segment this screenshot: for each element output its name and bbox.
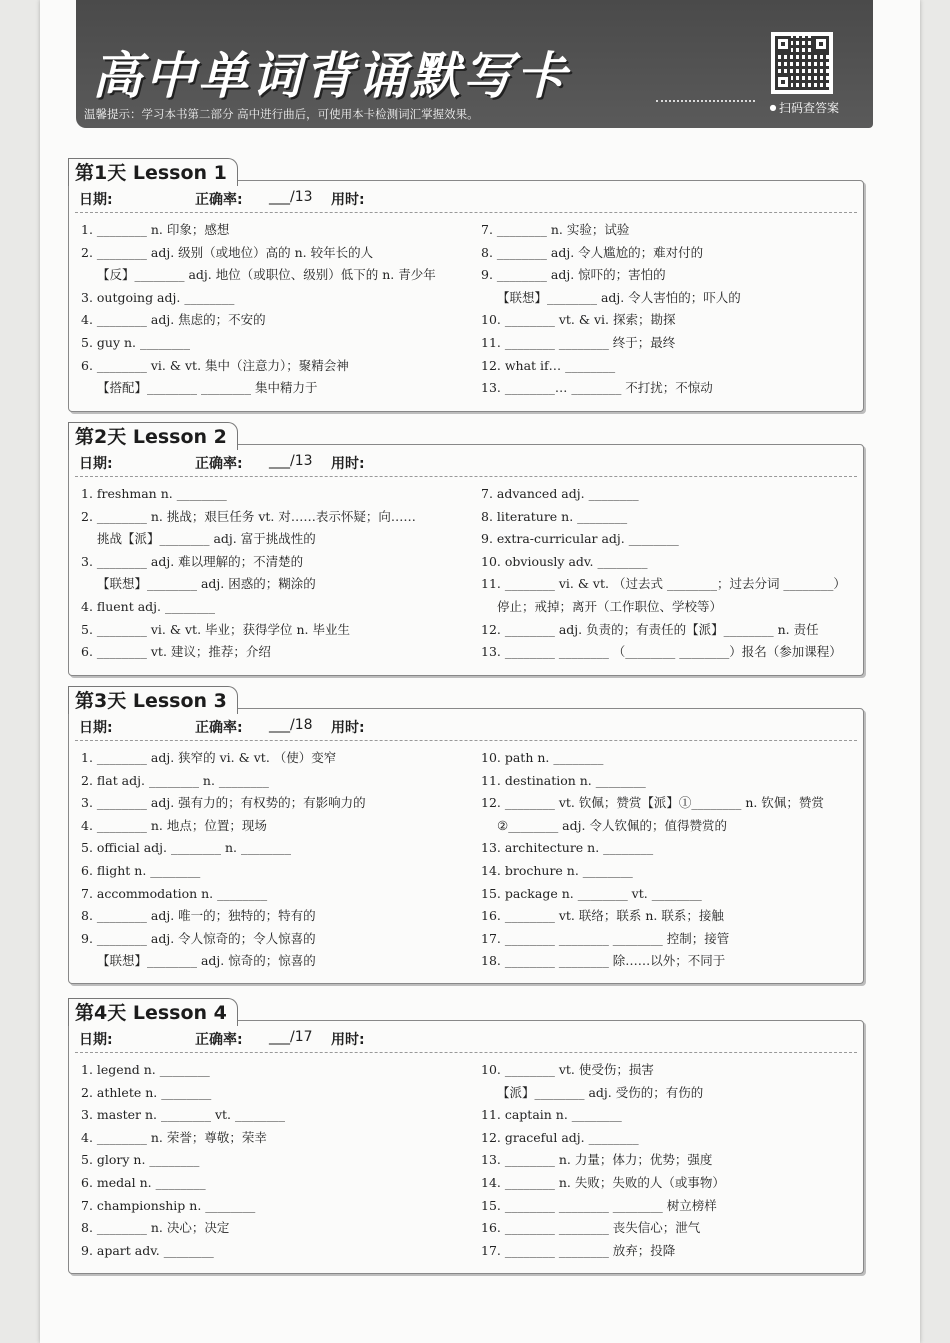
- list-item: 9. apart adv. ________: [81, 1242, 214, 1258]
- dotted-divider: [656, 100, 755, 102]
- accuracy-label: 正确率:: [195, 192, 243, 208]
- list-item: 8. literature n. ________: [481, 508, 628, 524]
- list-item: 11. ________ ________ 终于；最终: [481, 334, 676, 350]
- list-item: 7. ________ n. 实验；试验: [481, 222, 630, 237]
- list-item: 5. glory n. ________: [81, 1152, 200, 1168]
- list-item: 13. architecture n. ________: [481, 840, 654, 856]
- lesson-box: [68, 444, 864, 676]
- list-item: 10. path n. ________: [481, 750, 604, 765]
- list-item: 15. package n. ________ vt. ________: [481, 885, 702, 901]
- list-item: 10. obviously adv. ________: [481, 553, 648, 569]
- list-item: 1. ________ adj. 狭窄的 vi. & vt. （使）变窄: [81, 750, 337, 765]
- right-column: [481, 1059, 861, 1262]
- header-banner: [76, 0, 873, 128]
- list-item: 【反】________ adj. 地位（或职位、级别）低下的 n. 青少年: [97, 267, 436, 283]
- left-column: [81, 219, 471, 400]
- time-label: 用时:: [331, 720, 365, 736]
- list-item: 17. ________ ________ 放弃；投降: [481, 1242, 676, 1258]
- list-item: 2. ________ adj. 级别（或地位）高的 n. 较年长的人: [81, 244, 374, 260]
- list-item: 9. ________ adj. 惊吓的；害怕的: [481, 267, 666, 283]
- list-item: 14. ________ n. 失败；失败的人（或事物）: [481, 1174, 725, 1190]
- list-item: 3. master n. ________ vt. ________: [81, 1107, 285, 1123]
- accuracy-total: ___/18: [269, 717, 313, 733]
- lesson-box: [68, 1020, 864, 1274]
- list-item: 11. captain n. ________: [481, 1107, 622, 1123]
- list-item: 挑战【派】________ adj. 富于挑战性的: [97, 531, 316, 547]
- page-title: 高中单词背诵默写卡: [92, 47, 569, 105]
- list-item: 18. ________ ________ 除……以外；不同于: [481, 953, 726, 969]
- list-item: 2. ________ n. 挑战；艰巨任务 vt. 对……表示怀疑；向……: [81, 508, 416, 524]
- left-column: [81, 483, 471, 664]
- lesson-title: 第3天 Lesson 3: [68, 686, 238, 714]
- accuracy-total: ___/13: [269, 189, 313, 205]
- list-item: 14. brochure n. ________: [481, 862, 633, 878]
- list-item: 3. ________ adj. 强有力的；有权势的；有影响力的: [81, 795, 366, 811]
- list-item: 4. ________ n. 地点；位置；现场: [81, 817, 267, 833]
- list-item: 6. ________ vi. & vt. 集中（注意力）；聚精会神: [81, 357, 349, 373]
- right-column: [481, 219, 861, 400]
- date-label: 日期:: [79, 192, 113, 208]
- lesson-title: 第1天 Lesson 1: [68, 158, 238, 186]
- list-item: 6. flight n. ________: [81, 862, 201, 878]
- list-item: 9. ________ adj. 令人惊奇的；令人惊喜的: [81, 930, 316, 946]
- accuracy-label: 正确率:: [195, 1032, 243, 1048]
- left-column: [81, 1059, 471, 1262]
- tip-text: 温馨提示：学习本书第二部分 高中进行曲后，可使用本卡检测词汇掌握效果。: [84, 107, 479, 121]
- list-item: 13. ________ n. 力量；体力；优势；强度: [481, 1152, 713, 1168]
- list-item: 3. outgoing adj. ________: [81, 289, 235, 305]
- lesson-box: [68, 180, 864, 412]
- list-item: 4. ________ adj. 焦虑的；不安的: [81, 312, 266, 328]
- time-label: 用时:: [331, 192, 365, 208]
- accuracy-total: ___/17: [269, 1029, 313, 1045]
- lesson-box: [68, 708, 864, 984]
- list-item: 10. ________ vt. & vi. 探索；勘探: [481, 312, 676, 328]
- lesson-title: 第2天 Lesson 2: [68, 422, 238, 450]
- list-item: 【派】________ adj. 受伤的；有伤的: [497, 1084, 704, 1100]
- time-label: 用时:: [331, 1032, 365, 1048]
- qr-code-icon[interactable]: [771, 32, 833, 94]
- list-item: 17. ________ ________ ________ 控制；接管: [481, 930, 730, 946]
- accuracy-label: 正确率:: [195, 720, 243, 736]
- list-item: 1. freshman n. ________: [81, 486, 227, 501]
- list-item: 12. ________ vt. 钦佩；赞赏【派】①________ n. 钦佩；赞赏: [481, 795, 824, 811]
- list-item: 15. ________ ________ ________ 树立榜样: [481, 1197, 717, 1213]
- list-item: 1. legend n. ________: [81, 1062, 210, 1077]
- list-item: 【联想】________ adj. 令人害怕的；吓人的: [497, 289, 741, 305]
- qr-label: ● 扫码查答案: [769, 99, 839, 116]
- list-item: 8. ________ adj. 令人尴尬的；难对付的: [481, 244, 704, 260]
- list-item: 7. accommodation n. ________: [81, 885, 268, 901]
- right-column: [481, 483, 861, 664]
- list-item: 3. ________ adj. 难以理解的；不清楚的: [81, 553, 304, 569]
- list-item: 11. destination n. ________: [481, 772, 646, 788]
- list-item: 8. ________ adj. 唯一的；独特的；特有的: [81, 908, 316, 924]
- list-item: 8. ________ n. 决心；决定: [81, 1220, 230, 1236]
- list-item: 【联想】________ adj. 惊奇的；惊喜的: [97, 953, 316, 969]
- list-item: 5. guy n. ________: [81, 334, 190, 350]
- list-item: 4. ________ n. 荣誉；尊敬；荣幸: [81, 1129, 267, 1145]
- date-label: 日期:: [79, 720, 113, 736]
- list-item: 12. ________ adj. 负责的；有责任的【派】________ n. 责任: [481, 621, 819, 637]
- date-label: 日期:: [79, 1032, 113, 1048]
- list-item: 16. ________ ________ 丧失信心；泄气: [481, 1220, 701, 1236]
- list-item: 10. ________ vt. 使受伤；损害: [481, 1062, 654, 1077]
- list-item: 16. ________ vt. 联络；联系 n. 联系；接触: [481, 908, 724, 924]
- accuracy-total: ___/13: [269, 453, 313, 469]
- list-item: 【联想】________ adj. 困惑的；糊涂的: [97, 576, 316, 592]
- list-item: 12. graceful adj. ________: [481, 1129, 639, 1145]
- left-column: [81, 747, 471, 973]
- list-item: 4. fluent adj. ________: [81, 598, 216, 614]
- list-item: 2. athlete n. ________: [81, 1084, 212, 1100]
- list-item: 13. ________ ________ （________ ________）报名（参加课程）: [481, 644, 842, 660]
- date-label: 日期:: [79, 456, 113, 472]
- list-item: 【搭配】________ ________ 集中精力于: [97, 380, 318, 396]
- list-item: 5. official adj. ________ n. ________: [81, 840, 291, 856]
- list-item: 6. medal n. ________: [81, 1174, 206, 1190]
- right-column: [481, 747, 861, 973]
- list-item: 13. ________… ________ 不打扰；不惊动: [481, 380, 713, 396]
- lesson-title: 第4天 Lesson 4: [68, 998, 238, 1026]
- list-item: 9. extra-curricular adj. ________: [481, 531, 679, 547]
- list-item: 7. championship n. ________: [81, 1197, 256, 1213]
- list-item: 11. ________ vi. & vt. （过去式 ________；过去分词 ________）: [481, 576, 846, 592]
- list-item: 7. advanced adj. ________: [481, 486, 639, 501]
- list-item: 5. ________ vi. & vt. 毕业；获得学位 n. 毕业生: [81, 621, 350, 637]
- list-item: 1. ________ n. 印象；感想: [81, 222, 230, 237]
- list-item: ②________ adj. 令人钦佩的；值得赞赏的: [497, 817, 727, 833]
- list-item: 6. ________ vt. 建议；推荐；介绍: [81, 644, 271, 660]
- list-item: 停止；戒掉；离开（工作职位、学校等）: [497, 598, 723, 614]
- list-item: 2. flat adj. ________ n. ________: [81, 772, 269, 788]
- list-item: 12. what if… ________: [481, 357, 616, 373]
- accuracy-label: 正确率:: [195, 456, 243, 472]
- time-label: 用时:: [331, 456, 365, 472]
